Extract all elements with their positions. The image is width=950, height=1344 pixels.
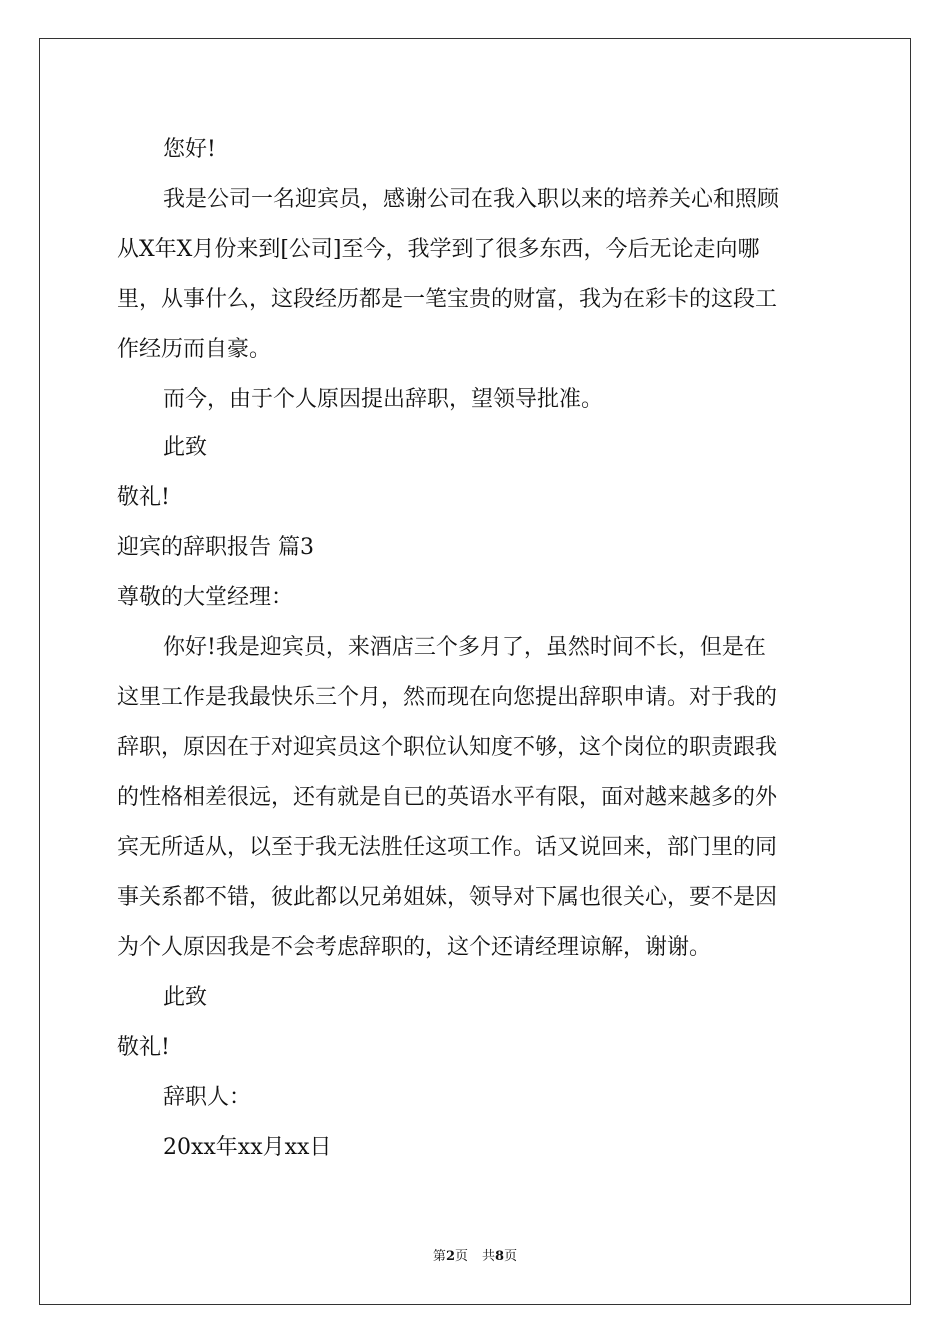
paragraph-line: 事关系都不错，彼此都以兄弟姐妹，领导对下属也很关心，要不是因: [117, 885, 778, 910]
total-suffix: 页: [504, 1249, 518, 1264]
closing-salute: 此致: [163, 985, 208, 1010]
greeting: 您好!: [163, 137, 216, 162]
section-title: 迎宾的辞职报告 篇3: [117, 535, 314, 560]
paragraph-line: 你好!我是迎宾员，来酒店三个多月了，虽然时间不长，但是在: [163, 635, 766, 660]
signer-label: 辞职人：: [163, 1085, 252, 1110]
paragraph: 而今，由于个人原因提出辞职，望领导批准。: [163, 387, 604, 412]
paragraph-line: 作经历而自豪。: [117, 337, 272, 362]
paragraph-line: 这里工作是我最快乐三个月，然而现在向您提出辞职申请。对于我的: [117, 685, 778, 710]
paragraph-line: 辞职，原因在于对迎宾员这个职位认知度不够，这个岗位的职责跟我: [117, 735, 778, 760]
date-line: 20xx年xx月xx日: [163, 1135, 332, 1160]
page-number: 2: [445, 1249, 455, 1264]
total-prefix: 共: [482, 1249, 496, 1264]
closing-salute: 此致: [163, 435, 208, 460]
paragraph-line: 为个人原因我是不会考虑辞职的，这个还请经理谅解，谢谢。: [117, 935, 712, 960]
paragraph-line: 宾无所适从，以至于我无法胜任这项工作。话又说回来，部门里的同: [117, 835, 778, 860]
salutation: 尊敬的大堂经理：: [117, 585, 294, 610]
paragraph-line: 我是公司一名迎宾员，感谢公司在我入职以来的培养关心和照顾: [163, 187, 780, 212]
total-pages: 8: [495, 1249, 505, 1264]
closing-regards: 敬礼!: [117, 485, 170, 510]
paragraph-line: 的性格相差很远，还有就是自已的英语水平有限，面对越来越多的外: [117, 785, 778, 810]
page-suffix: 页: [454, 1249, 468, 1264]
paragraph-line: 从X年X月份来到[公司]至今，我学到了很多东西，今后无论走向哪: [117, 237, 760, 262]
page-prefix: 第: [432, 1249, 446, 1264]
paragraph-line: 里，从事什么，这段经历都是一笔宝贵的财富，我为在彩卡的这段工: [117, 287, 778, 312]
closing-regards: 敬礼!: [117, 1035, 170, 1060]
page-footer: [0, 1248, 950, 1266]
